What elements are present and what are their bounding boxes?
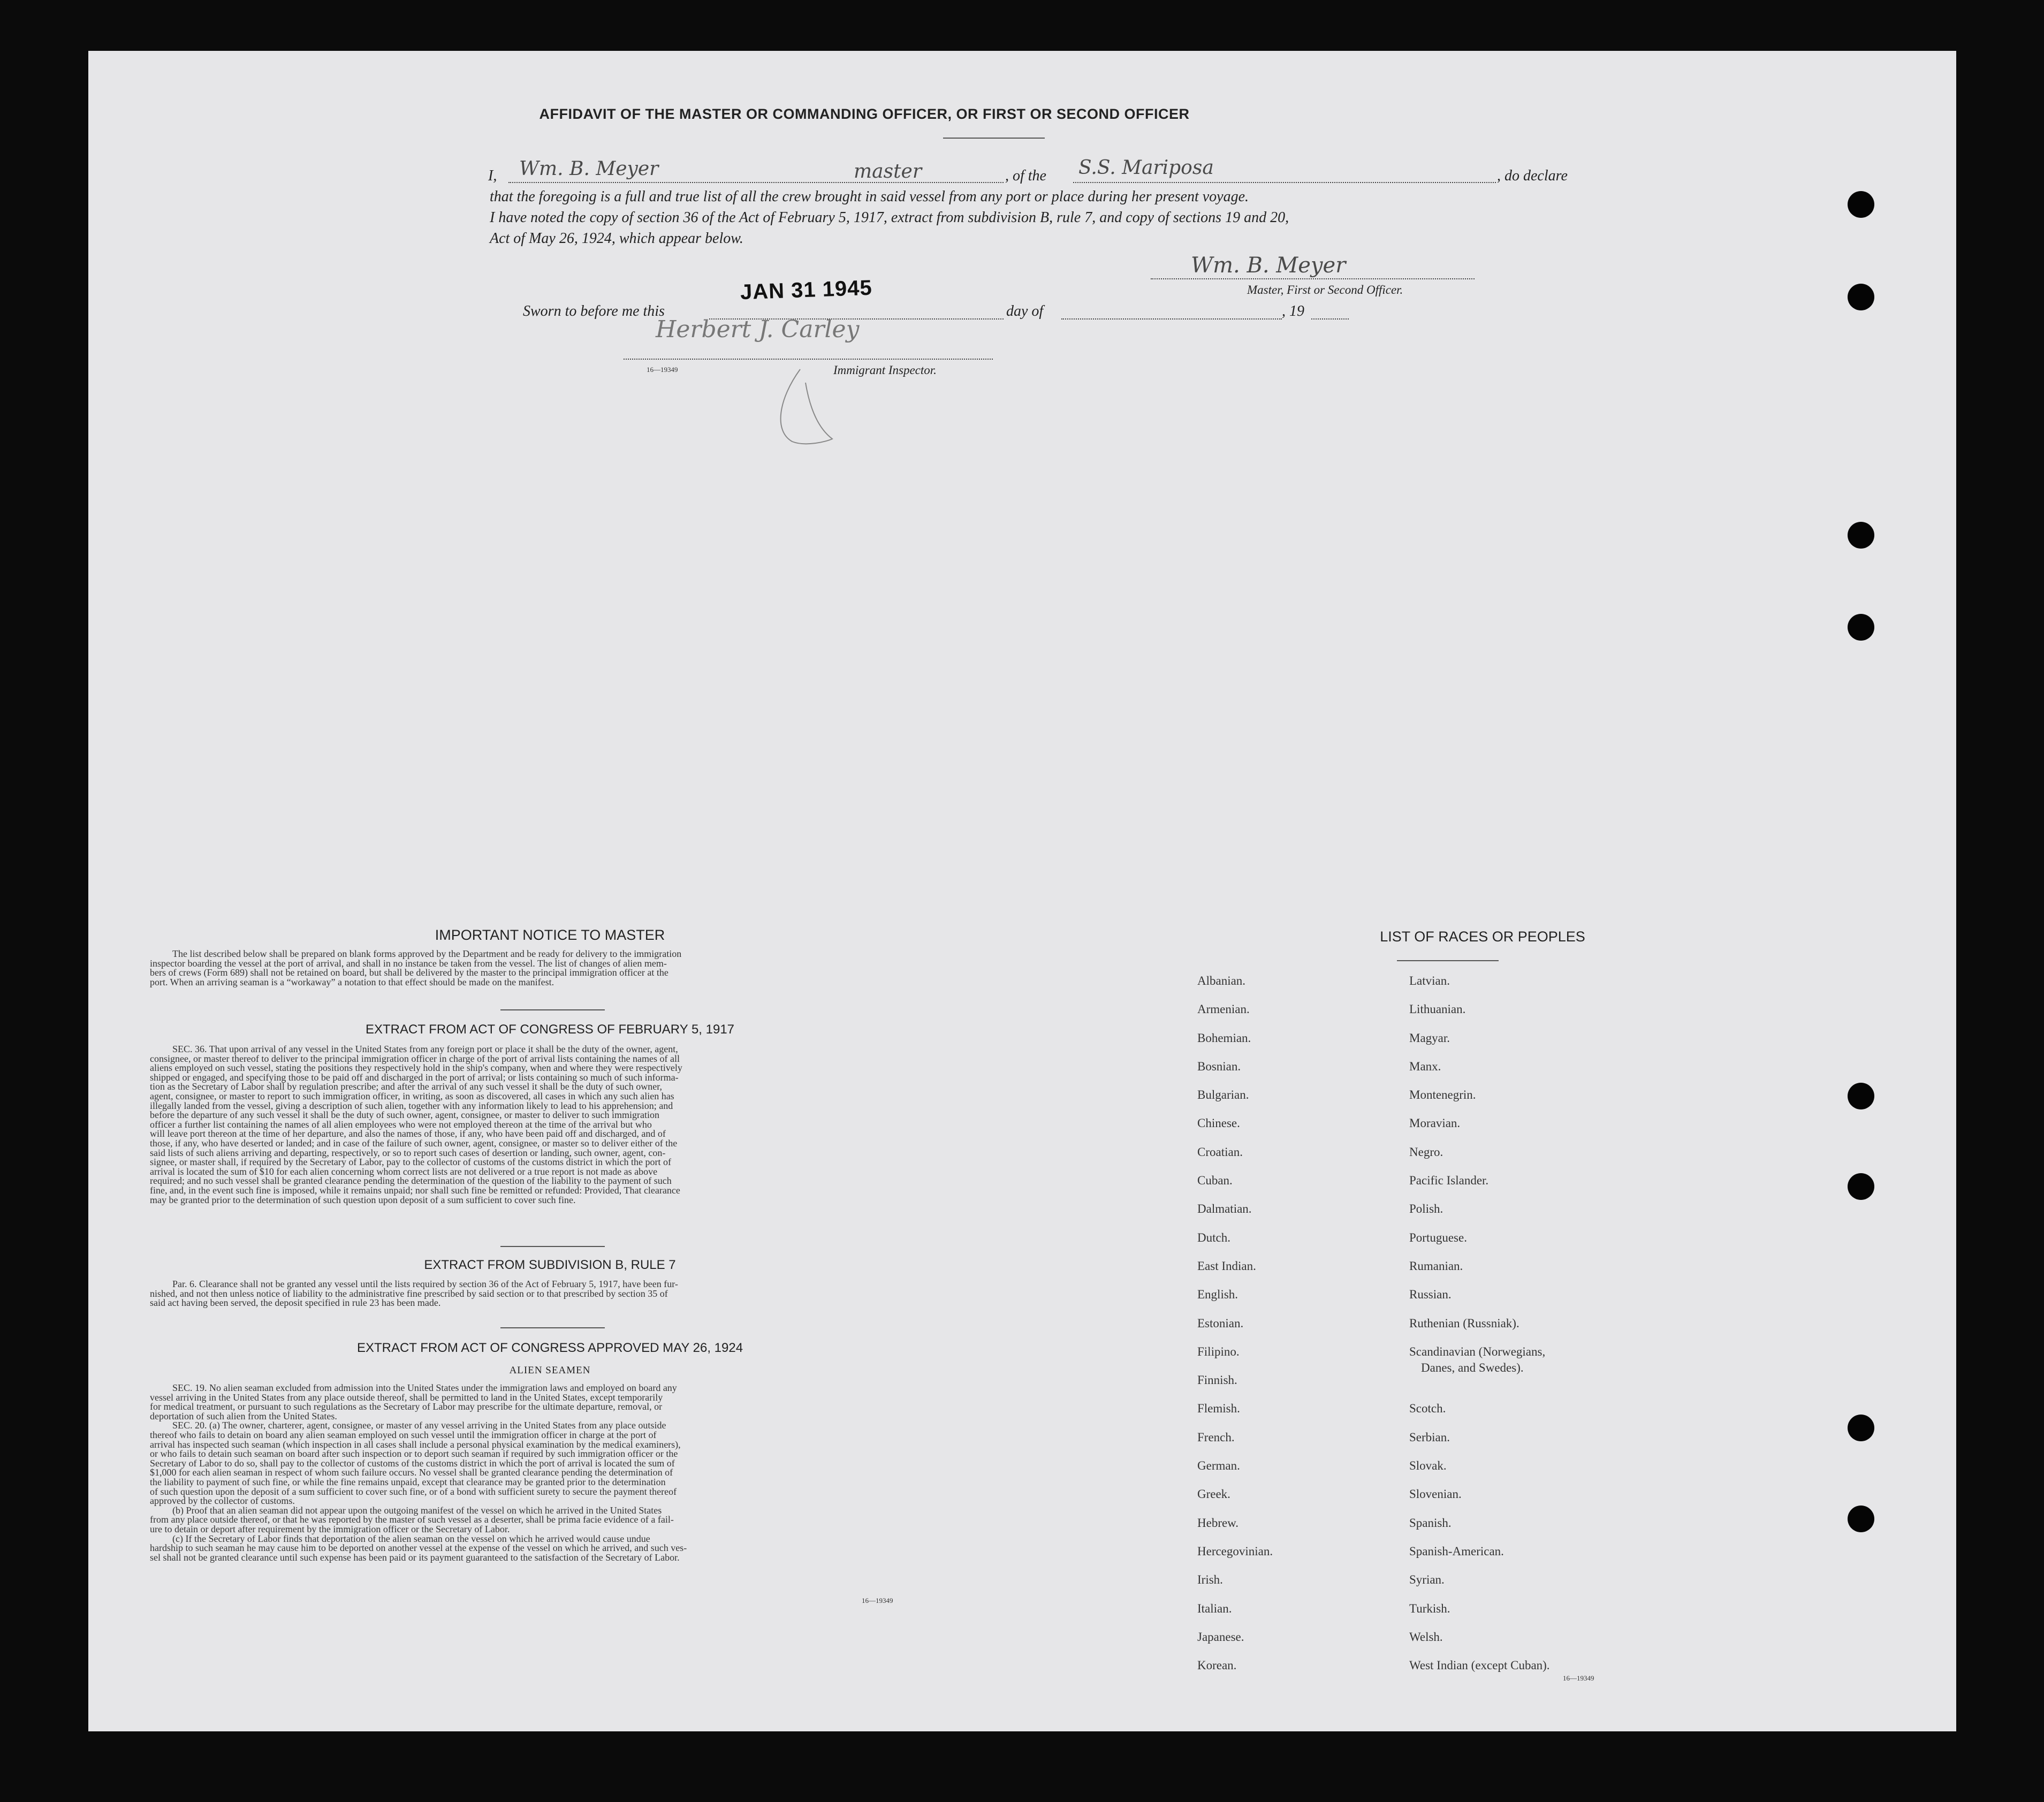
- race-item: Negro.: [1409, 1145, 1443, 1159]
- race-item: Moravian.: [1409, 1116, 1461, 1130]
- extract-1917-line: fine, and, in the event such fine is imposed, while it remains unpaid; nor shall such fine be remitted or refunded: Provided, That clearance: [150, 1184, 680, 1196]
- extract-rule7-line: said act having been served, the deposit specified in rule 23 has been made.: [150, 1297, 441, 1309]
- race-item: Japanese.: [1197, 1630, 1244, 1644]
- extract-1917-line: officer a further list containing the names of all alien employees who were not employed thereon at the time of the arrival but who: [150, 1119, 652, 1130]
- race-item: Danes, and Swedes).: [1421, 1360, 1524, 1374]
- race-item: Bohemian.: [1197, 1031, 1251, 1045]
- extract-1917-line: consignee, or master thereof to deliver to the principal immigration officer in charge of the port of arrival lists containing the names of all: [150, 1053, 680, 1064]
- extract-rule7-line: Par. 6. Clearance shall not be granted any vessel until the lists required by section 36 of the Act of February 5, 1917, have been fur-: [172, 1279, 678, 1289]
- race-item: Syrian.: [1409, 1573, 1445, 1587]
- extract-1917-body: [150, 1045, 950, 1205]
- section-divider: [500, 1327, 605, 1328]
- extract-1917-line: SEC. 36. That upon arrival of any vessel in the United States from any foreign port or place it shall be the duty of the owner, agent,: [172, 1044, 678, 1054]
- pen-flourish: [768, 367, 838, 447]
- race-item: Cuban.: [1197, 1174, 1233, 1188]
- race-item: Spanish.: [1409, 1516, 1452, 1530]
- race-item: Flemish.: [1197, 1402, 1240, 1416]
- race-item: Filipino.: [1197, 1344, 1240, 1358]
- extract-1924-line: Secretary of Labor to do so, shall pay to the collector of customs of the customs district in which the port of arrival is located the sum of: [150, 1457, 675, 1469]
- extract-1924-line: of such question upon the deposit of a sum sufficient to cover such fine, or of a bond with sufficient surety to secure the payment thereof: [150, 1486, 677, 1497]
- extract-1924-line: or who fails to detain such seaman on board after such inspection or to deport such seaman if required by such immigration officer or the: [150, 1448, 678, 1459]
- sworn-label: Sworn to before me this: [523, 303, 665, 320]
- race-item: English.: [1197, 1288, 1238, 1302]
- extract-1917-line: tion as the Secretary of Labor shall by regulation prescribe; and after the arrival of any such vessel it shall be the duty of such owner,: [150, 1081, 662, 1092]
- race-item: Irish.: [1197, 1573, 1223, 1587]
- punch-hole: [1848, 614, 1874, 641]
- master-signature: Wm. B. Meyer: [1191, 253, 1346, 278]
- of-the-label: , of the: [1005, 168, 1046, 184]
- extract-1924-line: thereof who fails to detain on board any alien seaman employed on such vessel until the immigration officer in charge at the port of: [150, 1429, 657, 1440]
- alien-seamen-subtitle: ALIEN SEAMEN: [509, 1365, 591, 1376]
- extract-1924-line: the liability to payment of such fine, or while the fine remains unpaid, except that clearance may be granted prior to the determination: [150, 1476, 666, 1487]
- race-item: Hercegovinian.: [1197, 1544, 1273, 1558]
- extract-1917-line: shipped or engaged, and specifying those to be paid off and discharged in the port of arrival; or lists containing so much of such informa-: [150, 1071, 679, 1083]
- extract-form-number: 16—19349: [862, 1596, 893, 1605]
- handwritten-vessel-name: S.S. Mariposa: [1078, 157, 1214, 179]
- extract-1917-line: signee, or master shall, if required by the Secretary of Labor, pay to the collector of customs of the customs district in which the port of: [150, 1157, 672, 1168]
- notice-line: port. When an arriving seaman is a “workaway” a notation to that effect should be made on the manifest.: [150, 976, 554, 987]
- section-divider: [500, 1246, 605, 1247]
- inspector-signature-line: [624, 359, 993, 360]
- race-item: Hebrew.: [1197, 1516, 1239, 1530]
- section-divider: [500, 1009, 605, 1010]
- year-label: , 19: [1282, 303, 1304, 320]
- notice-body: [150, 949, 950, 987]
- punch-hole: [1848, 1415, 1874, 1441]
- race-item: Bosnian.: [1197, 1059, 1241, 1073]
- extract-1924-line: deportation of such alien from the United States.: [150, 1410, 337, 1421]
- notice-line: bers of crews (Form 689) shall not be retained on board, but shall be delivered by the master to the principal immigration officer at the: [150, 967, 668, 978]
- race-item: Bulgarian.: [1197, 1088, 1249, 1102]
- extract-1924-line: (b) Proof that an alien seaman did not appear upon the outgoing manifest of the vessel on which he arrived in the United States: [172, 1504, 662, 1516]
- extract-1924-body: [150, 1383, 950, 1562]
- races-title: LIST OF RACES OR PEOPLES: [1380, 929, 1585, 945]
- race-item: French.: [1197, 1430, 1235, 1444]
- master-caption: Master, First or Second Officer.: [1247, 283, 1403, 296]
- affidavit-line-3: I have noted the copy of section 36 of the Act of February 5, 1917, extract from subdivision B, rule 7, and copy of sections 19 and 20,: [490, 209, 1289, 226]
- name-fill-line: [508, 182, 1004, 183]
- extract-1917-line: said lists of such aliens arriving and departing, respectively, or so to report such cases of desertion or landing, such owner, agent, con-: [150, 1147, 666, 1158]
- race-item: Estonian.: [1197, 1316, 1244, 1330]
- do-declare-label: , do declare: [1497, 168, 1568, 184]
- race-item: Ruthenian (Russniak).: [1409, 1316, 1519, 1330]
- race-item: Manx.: [1409, 1059, 1441, 1073]
- races-form-number: 16—19349: [1563, 1674, 1594, 1682]
- extract-1924-line: hardship to such seaman he may cause him to be deported on another vessel at the expense of the vessel on which he arrived, and such ves-: [150, 1542, 687, 1554]
- affidavit-line-2: that the foregoing is a full and true list of all the crew brought in said vessel from any port or place during her present voyage.: [490, 188, 1249, 205]
- race-item: Slovenian.: [1409, 1487, 1462, 1501]
- races-title-divider: [1397, 960, 1499, 961]
- extract-rule7-body: [150, 1280, 950, 1308]
- race-item: Turkish.: [1409, 1601, 1450, 1615]
- punch-hole: [1848, 1173, 1874, 1200]
- date-stamp: JAN 31 1945: [740, 276, 873, 305]
- extract-rule7-line: nished, and not then unless notice of liability to the administrative fine prescribed by said section or to that prescribed by section 35 of: [150, 1288, 668, 1299]
- notice-line: The list described below shall be prepared on blank forms approved by the Department and be ready for delivery to the immigration: [172, 948, 682, 959]
- punch-hole: [1848, 522, 1874, 549]
- race-item: Dutch.: [1197, 1230, 1230, 1244]
- race-item: Scandinavian (Norwegians,: [1409, 1344, 1546, 1358]
- extract-1924-line: SEC. 20. (a) The owner, charterer, agent, consignee, or master of any vessel arriving in the United States from any place outside: [172, 1420, 666, 1431]
- race-item: Italian.: [1197, 1601, 1232, 1615]
- extract-1917-line: before the departure of any such vessel it shall be the duty of such owner, agent, consignee, or master to deliver to such immigration: [150, 1109, 659, 1121]
- extract-1917-line: required; and no such vessel shall be granted clearance pending the determination of the question of the liability to the payment of such: [150, 1175, 672, 1187]
- race-item: Rumanian.: [1409, 1259, 1463, 1273]
- extract-1917-line: illegally landed from the vessel, giving a description of such alien, together with any information likely to lead to his apprehension; and: [150, 1100, 673, 1111]
- race-item: Finnish.: [1197, 1373, 1237, 1387]
- affidavit-form-number: 16—19349: [647, 366, 678, 374]
- race-item: Portuguese.: [1409, 1230, 1467, 1244]
- punch-hole: [1848, 1083, 1874, 1109]
- extract-1917-line: those, if any, who have deserted or landed; and in case of the failure of such owner, agent, consignee, or master so to deliver either of the: [150, 1137, 678, 1149]
- race-item: East Indian.: [1197, 1259, 1256, 1273]
- race-item: Chinese.: [1197, 1116, 1240, 1130]
- sworn-year-line: [1311, 318, 1349, 320]
- document-page: [88, 51, 1956, 1731]
- race-item: Albanian.: [1197, 974, 1246, 987]
- day-of-label: day of: [1006, 303, 1044, 320]
- extract-1917-line: may be granted prior to the determination of such question upon deposit of a sum sufficient to cover such fine.: [150, 1194, 576, 1205]
- race-item: Serbian.: [1409, 1430, 1450, 1444]
- race-item: Montenegrin.: [1409, 1088, 1476, 1102]
- inspector-signature: Herbert J. Carley: [656, 316, 860, 343]
- race-item: Korean.: [1197, 1659, 1237, 1672]
- extract-1924-line: $1,000 for each alien seaman in respect of whom such failure occurs. No vessel shall be granted clearance pending the determination of: [150, 1467, 673, 1478]
- vessel-fill-line: [1073, 182, 1496, 183]
- race-item: Greek.: [1197, 1487, 1230, 1501]
- race-item: German.: [1197, 1459, 1240, 1473]
- race-item: Welsh.: [1409, 1630, 1443, 1644]
- affidavit-line-4: Act of May 26, 1924, which appear below.: [490, 230, 743, 247]
- extract-1924-line: for medical treatment, or pursuant to such regulations as the Secretary of Labor may prescribe for the ultimate departure, removal, or: [150, 1401, 663, 1412]
- punch-hole: [1848, 284, 1874, 310]
- race-item: Scotch.: [1409, 1402, 1446, 1416]
- punch-hole: [1848, 191, 1874, 218]
- extract-1924-line: SEC. 19. No alien seaman excluded from admission into the United States under the immigration laws and employed on board any: [172, 1382, 677, 1393]
- handwritten-master-name: Wm. B. Meyer: [519, 158, 659, 180]
- race-item: West Indian (except Cuban).: [1409, 1659, 1550, 1672]
- extract-1917-line: arrival is located the sum of $10 for each alien concerning whom correct lists are not delivered or a true report is not made as above: [150, 1166, 658, 1177]
- race-item: Croatian.: [1197, 1145, 1243, 1159]
- affidavit-i: I,: [488, 168, 497, 184]
- race-item: Russian.: [1409, 1288, 1452, 1302]
- race-item: Latvian.: [1409, 974, 1450, 987]
- extract-1924-line: ure to detain or deport after requirement by the immigration officer or the Secretary of Labor.: [150, 1523, 510, 1534]
- races-left-column: [1197, 974, 1273, 1687]
- sworn-month-line: [1061, 318, 1282, 320]
- race-item: Armenian.: [1197, 1002, 1250, 1016]
- race-item: Magyar.: [1409, 1031, 1450, 1045]
- extract-1924-line: approved by the collector of customs.: [150, 1495, 295, 1507]
- affidavit-title: AFFIDAVIT OF THE MASTER OR COMMANDING OFFICER, OR FIRST OR SECOND OFFICER: [539, 106, 1190, 122]
- handwritten-rank: master: [854, 161, 922, 183]
- extract-rule7-title: EXTRACT FROM SUBDIVISION B, RULE 7: [424, 1258, 676, 1272]
- race-item: Spanish-American.: [1409, 1544, 1504, 1558]
- notice-line: inspector boarding the vessel at the port of arrival, and shall in no instance be taken from the vessel. The list of changes of alien mem-: [150, 957, 667, 969]
- punch-hole: [1848, 1506, 1874, 1532]
- race-item: Dalmatian.: [1197, 1202, 1252, 1216]
- extract-1924-line: sel shall not be granted clearance until such expense has been paid or its payment guaranteed to the satisfaction of the Secretary of Labor.: [150, 1552, 680, 1563]
- extract-1917-line: will leave port thereon at the time of her departure, and also the names of those, if any, who have been paid off and discharged, and of: [150, 1128, 666, 1139]
- extract-1924-line: arrival has inspected such seaman (which inspection in all cases shall include a personal physical examination by the medical examiners),: [150, 1439, 681, 1450]
- notice-title: IMPORTANT NOTICE TO MASTER: [435, 927, 665, 943]
- extract-1924-line: from any place outside thereof, or that he was reported by the master of such vessel as a deserter, shall be prima facie evidence of a fail-: [150, 1514, 674, 1525]
- title-divider: [943, 138, 1045, 139]
- extract-1917-line: aliens employed on such vessel, stating the positions they respectively hold in the ship's company, when and where they were respectively: [150, 1062, 682, 1074]
- extract-1917-line: agent, consignee, or master to report to such immigration officer, in writing, as soon as discovered, all cases in which any such alien has: [150, 1090, 674, 1101]
- race-item: Slovak.: [1409, 1459, 1447, 1473]
- race-item: Lithuanian.: [1409, 1002, 1466, 1016]
- inspector-caption: Immigrant Inspector.: [833, 363, 937, 377]
- extract-1924-line: (c) If the Secretary of Labor finds that deportation of the alien seaman on the vessel on which he arrived would cause undue: [172, 1533, 650, 1544]
- race-item: Pacific Islander.: [1409, 1174, 1489, 1188]
- races-right-column: [1409, 974, 1550, 1675]
- race-item: Polish.: [1409, 1202, 1443, 1216]
- extract-1924-line: vessel arriving in the United States from any place outside thereof, shall be permitted to land in the United States, except temporarily: [150, 1392, 663, 1403]
- extract-1924-title: EXTRACT FROM ACT OF CONGRESS APPROVED MAY 26, 1924: [356, 1341, 743, 1355]
- extract-1917-title: EXTRACT FROM ACT OF CONGRESS OF FEBRUARY 5, 1917: [365, 1022, 735, 1037]
